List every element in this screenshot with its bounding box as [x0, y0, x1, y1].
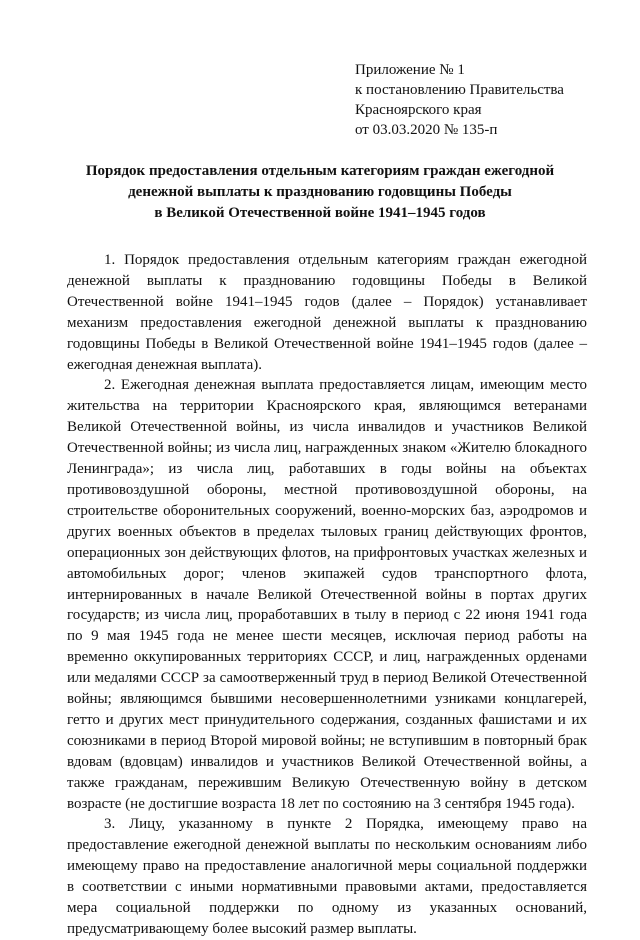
document-body — [67, 250, 587, 940]
title-line-1: Порядок предоставления отдельным категориям граждан ежегодной — [85, 163, 555, 179]
title-line-2: денежной выплаты к празднованию годовщины Победы — [128, 184, 512, 200]
paragraph-2: 2. Ежегодная денежная выплата предоставляется лицам, имеющим место жительства на территории Красноярского края, являющимся ветеранами Великой Отечественной войны, из числа инвалидов и участников Великой Отечественной войны; из числа лиц, награжденных знаком «Жителю блокадного Ленинграда»; из числа лиц, работавших в годы войны на объектах противовоздушной обороны, местной противовоздушной обороны, на строительстве оборонительных сооружений, военно-морских баз, аэродромов и других военных объектов в пределах тыловых границ действующих фронтов, операционных зон действующих флотов, на прифронтовых участках железных и автомобильных дорог; членов экипажей судов транспортного флота, интернированных в начале Великой Отечественной войны в портах других государств; из числа лиц, проработавших в тылу в период с 22 июня 1941 года по 9 мая 1945 года не менее шести месяцев, исключая период работы на временно оккупированных территориях СССР, и лиц, награжденных орденами или медалями СССР за самоотверженный труд в период Великой Отечественной войны; являющимся бывшими несовершеннолетними узниками концлагерей, гетто и других мест принудительного содержания, созданных фашистами и их союзниками в период Второй мировой войны; не вступившим в повторный брак вдовам (вдовцам) инвалидов и участников Великой Отечественной войны, а также гражданам, пережившим Великую Отечественную войну в детском возрасте (не достигшие возраста 18 лет по состоянию на 3 сентября 1945 года). — [67, 377, 587, 812]
appendix-date-number: от 03.03.2020 № 135-п — [355, 122, 498, 138]
appendix-resolution-ref: к постановлению Правительства — [355, 82, 564, 98]
appendix-region: Красноярского края — [355, 102, 482, 118]
appendix-number: Приложение № 1 — [355, 62, 465, 78]
appendix-header — [355, 60, 625, 140]
paragraph-3: 3. Лицу, указанному в пункте 2 Порядка, имеющему право на предоставление ежегодной денежной выплаты по нескольким основаниям либо имеющему право на предоставление аналогичной меры социальной поддержки в соответствии с иными нормативными правовыми актами, предоставляется мера социальной поддержки по одному из указанных оснований, предусматривающему более высокий размер выплаты. — [67, 816, 587, 937]
document-title — [60, 161, 580, 224]
paragraph-1: 1. Порядок предоставления отдельным категориям граждан ежегодной денежной выплаты к празднованию годовщины Победы в Великой Отечественной войне 1941–1945 годов (далее – Порядок) устанавливает механизм предоставления ежегодной денежной выплаты к празднованию годовщины Победы в Великой Отечественной войне 1941–1945 годов (далее – ежегодная денежная выплата). — [67, 252, 587, 373]
title-line-3: в Великой Отечественной войне 1941–1945 годов — [154, 205, 486, 221]
